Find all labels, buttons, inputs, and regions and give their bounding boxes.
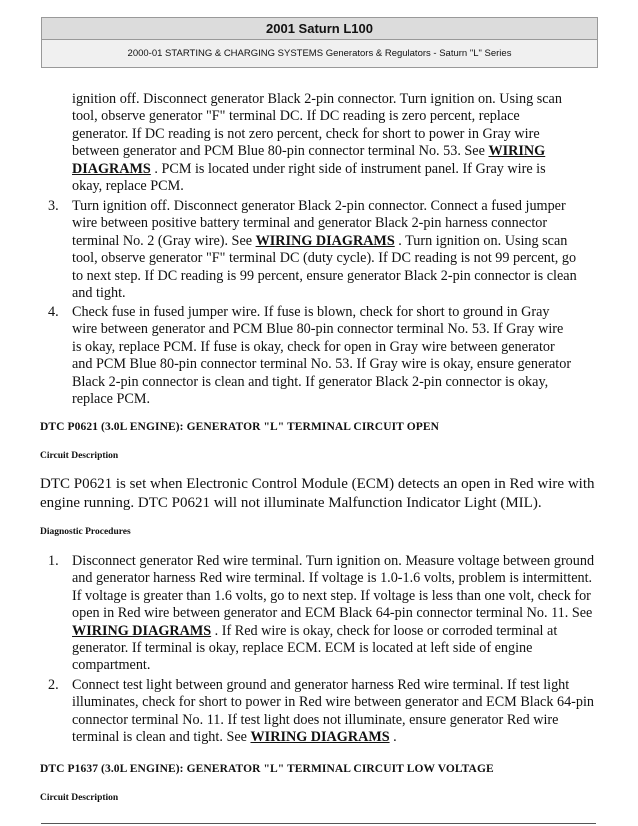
document-title: 2001 Saturn L100	[42, 18, 597, 40]
step-4-text: Check fuse in fused jumper wire. If fuse is blown, check for short to ground in Gray wire between generator and PCM Blue 80-pin connector terminal No. 53. If Gray wire is okay, replace PCM. If fuse is okay, check for open in Gray wire between generator and PCM Blue 80-pin connector terminal No. 53. If Gray wire is okay, ensure generator Black 2-pin connector is clean and tight. If generator Black 2-pin connector is okay, replace PCM.	[72, 304, 572, 408]
dtc-p1637-heading: DTC P1637 (3.0L ENGINE): GENERATOR "L" TERMINAL CIRCUIT LOW VOLTAGE	[40, 763, 494, 775]
circuit-description-heading-2: Circuit Description	[40, 793, 119, 803]
step-3-number: 3.	[48, 198, 59, 214]
document-subtitle: 2000-01 STARTING & CHARGING SYSTEMS Generators & Regulators - Saturn "L" Series	[42, 40, 597, 67]
dtc-step-1-text-b: . If Red wire is okay, check for loose or corroded terminal at generator. If terminal is okay, replace ECM. ECM is located at left side of engine compartment.	[72, 622, 558, 674]
dtc-step-1-text-a: Disconnect generator Red wire terminal. Turn ignition on. Measure voltage between ground and generator harness Red wire terminal. If voltage is 1.0-1.6 volts, problem is intermittent. If voltage is greater than 1.6 volts, go to next step. If voltage is less than one volt, check for open in Red wire between generator and ECM Black 64-pin connector terminal No. 11. See	[72, 553, 595, 622]
dtc-step-2-text	[72, 677, 602, 747]
diagnostic-procedures-heading: Diagnostic Procedures	[40, 527, 131, 537]
step-3-text	[72, 198, 577, 302]
circuit-description-text: DTC P0621 is set when Electronic Control Module (ECM) detects an open in Red wire with engine running. DTC P0621 will not illuminate Malfunction Indicator Light (MIL).	[40, 476, 595, 511]
circuit-description-heading: Circuit Description	[40, 451, 119, 461]
dtc-step-2-number: 2.	[48, 677, 59, 693]
wiring-diagrams-link[interactable]: WIRING DIAGRAMS	[72, 622, 212, 639]
step-3-text-b: . Turn ignition on. Using scan tool, observe generator "F" terminal DC (duty cycle). If DC reading is not 99 percent, go to next step. If DC reading is 99 percent, ensure generator Black 2-pin connector is clean and tight.	[72, 232, 577, 302]
step-3-text-a: Turn ignition off. Disconnect generator Black 2-pin connector. Connect a fused jumper wire between positive battery terminal and generator Black 2-pin harness connector terminal No. 2 (Gray wire). See	[72, 198, 566, 249]
wiring-diagrams-link[interactable]: WIRING DIAGRAMS	[250, 729, 390, 746]
dtc-step-2-text-a: Connect test light between ground and generator harness Red wire terminal. If test light illuminates, check for short to power in Red wire between generator and ECM Black 64-pin connector terminal No. 11. If test light does not illuminate, ensure generator Red wire terminal is clean and tight. See	[72, 677, 595, 746]
page-header	[41, 17, 598, 68]
dtc-step-2-text-b: .	[389, 729, 397, 746]
wiring-diagrams-link[interactable]: WIRING DIAGRAMS	[255, 232, 395, 249]
step-2-continued	[72, 91, 572, 195]
step-2-text-b: . PCM is located under right side of instrument panel. If Gray wire is okay, replace PCM.	[72, 160, 546, 195]
wiring-diagrams-link[interactable]: WIRING DIAGRAMS	[72, 143, 546, 177]
dtc-p0621-heading: DTC P0621 (3.0L ENGINE): GENERATOR "L" TERMINAL CIRCUIT OPEN	[40, 421, 440, 433]
page-bottom-rule	[41, 823, 596, 824]
step-2-text-a: ignition off. Disconnect generator Black 2-pin connector. Turn ignition on. Using scan tool, observe generator "F" terminal DC. If DC reading is zero percent, replace generator. If DC reading is not zero percent, check for short to power in Gray wire between generator and PCM Blue 80-pin connector terminal No. 53. See	[72, 91, 562, 160]
dtc-step-1-text	[72, 553, 602, 675]
dtc-step-1-number: 1.	[48, 553, 59, 569]
step-4-number: 4.	[48, 304, 59, 320]
